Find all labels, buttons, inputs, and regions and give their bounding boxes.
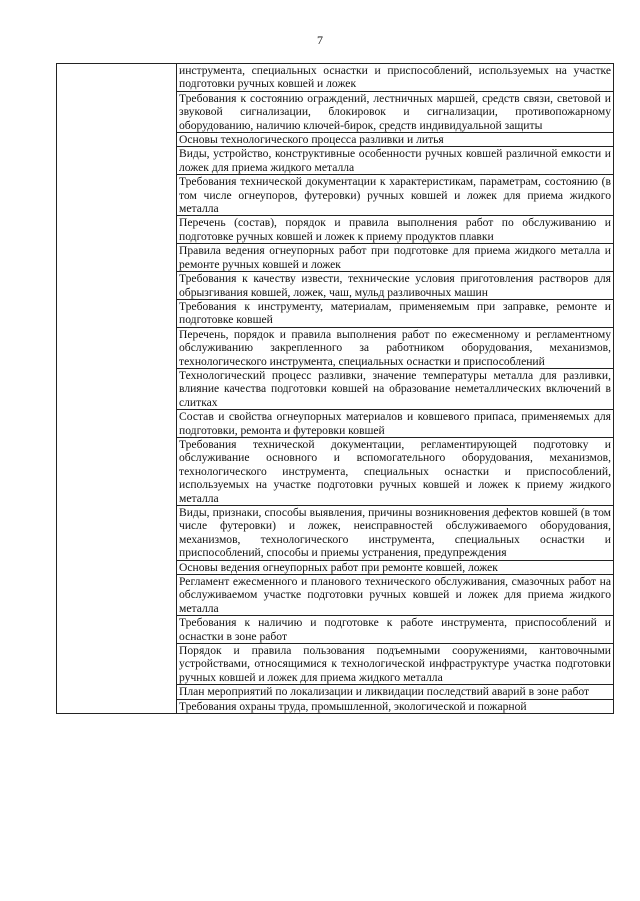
table-cell: Требования охраны труда, промышленной, экологической и пожарной	[177, 699, 614, 713]
table-row	[57, 64, 614, 92]
requirements-table-body	[57, 64, 614, 714]
table-left-column	[57, 64, 177, 714]
table-cell: Основы технологического процесса разливки и литья	[177, 133, 614, 147]
table-cell: Основы ведения огнеупорных работ при ремонте ковшей, ложек	[177, 560, 614, 574]
table-cell: Правила ведения огнеупорных работ при подготовке для приема жидкого металла и ремонте ручных ковшей и ложек	[177, 244, 614, 272]
table-cell: Требования технической документации к характеристикам, параметрам, состоянию (в том числе огнеупоров, футеровки) ручных ковшей и ложек для приема жидкого металла	[177, 175, 614, 216]
table-cell: Перечень, порядок и правила выполнения работ по ежесменному и регламентному обслуживанию закрепленного за работником оборудования, механизмов, технологического инструмента, специальных оснастки и приспособлений	[177, 327, 614, 368]
table-cell: Состав и свойства огнеупорных материалов и ковшевого припаса, применяемых для подготовки, ремонта и футеровки ковшей	[177, 410, 614, 438]
table-cell: Требования к качеству извести, технические условия приготовления растворов для обрызгивания ковшей, ложек, чаш, мульд разливочных машин	[177, 272, 614, 300]
table-cell: Виды, устройство, конструктивные особенности ручных ковшей различной емкости и ложек для приема жидкого металла	[177, 147, 614, 175]
table-cell: Порядок и правила пользования подъемными сооружениями, кантовочными устройствами, относящимися к технологической инфраструктуре участка подготовки ручных ковшей и ложек для приема жидкого металла	[177, 644, 614, 685]
table-cell: Требования к наличию и подготовке к работе инструмента, приспособлений и оснастки в зоне работ	[177, 616, 614, 644]
table-cell: Регламент ежесменного и планового технического обслуживания, смазочных работ на обслуживаемом участке подготовки ручных ковшей и ложек для приема жидкого металла	[177, 575, 614, 616]
table-cell: инструмента, специальных оснастки и приспособлений, используемых на участке подготовки ручных ковшей и ложек	[177, 64, 614, 92]
requirements-table	[56, 63, 614, 714]
table-cell: Виды, признаки, способы выявления, причины возникновения дефектов ковшей (в том числе футеровки) и ложек, неисправностей обслуживаемого оборудования, механизмов, технологического инструмента, специальных оснастки и приспособлений, способы и приемы устранения, предупреждения	[177, 506, 614, 561]
table-cell: Перечень (состав), порядок и правила выполнения работ по обслуживанию и подготовке ручных ковшей и ложек к приему продуктов плавки	[177, 216, 614, 244]
table-cell: Требования к инструменту, материалам, применяемым при заправке, ремонте и подготовке ковшей	[177, 299, 614, 327]
table-cell: Требования технической документации, регламентирующей подготовку и обслуживание основного и вспомогательного оборудования, механизмов, технологического инструмента, специальных оснастки и приспособлений, используемых на участке подготовки ручных ковшей и ложек к приему жидкого металла	[177, 437, 614, 505]
table-cell: Требования к состоянию ограждений, лестничных маршей, средств связи, световой и звуковой сигнализации, блокировок и сигнализации, противопожарному оборудованию, наличию ключей-бирок, средств индивидуальной защиты	[177, 91, 614, 132]
table-cell: Технологический процесс разливки, значение температуры металла для разливки, влияние качества подготовки ковшей на образование неметаллических включений в слитках	[177, 368, 614, 409]
page-number: 7	[317, 33, 323, 47]
table-cell: План мероприятий по локализации и ликвидации последствий аварий в зоне работ	[177, 685, 614, 699]
